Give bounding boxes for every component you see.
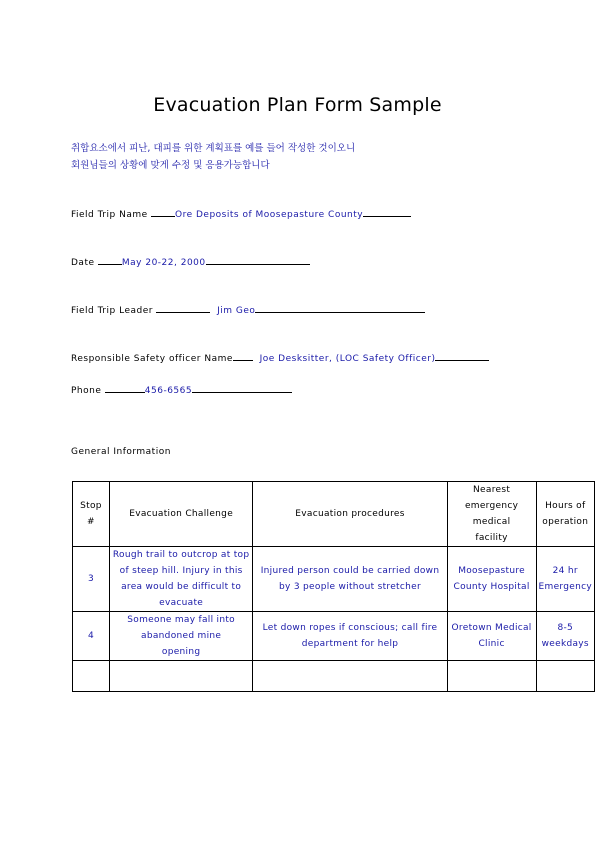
instruction-note-line-1: 취합요소에서 피난, 대피를 위한 계획표를 예를 들어 작성한 것이오니 [71, 143, 356, 154]
field-safety-officer [71, 351, 489, 364]
field-trip-leader [71, 303, 425, 316]
cell-medical-facility[interactable]: Oretown Medical Clinic [447, 612, 536, 661]
blank-line [233, 351, 253, 361]
evacuation-info-table [72, 481, 595, 692]
instruction-note-line-2: 회원님들의 상황에 맞게 수정 및 응용가능합니다 [71, 160, 270, 171]
blank-line [151, 207, 175, 217]
field-trip-leader-value[interactable]: Jim Geo [217, 306, 256, 316]
field-safety-officer-label: Responsible Safety officer Name [71, 354, 233, 364]
blank-line [435, 351, 489, 361]
table-row [73, 661, 595, 692]
blank-line [98, 255, 122, 265]
page-title: Evacuation Plan Form Sample [153, 94, 442, 116]
cell-medical-facility[interactable] [447, 661, 536, 692]
cell-hours[interactable] [536, 661, 594, 692]
field-phone-label: Phone [71, 386, 102, 396]
cell-stop[interactable]: 4 [73, 612, 110, 661]
blank-line [363, 207, 411, 217]
field-phone [71, 383, 292, 396]
field-date-value[interactable]: May 20-22, 2000 [121, 258, 206, 268]
cell-challenge[interactable]: Someone may fall into abandoned mine opening [109, 612, 252, 661]
table-row [73, 612, 595, 661]
field-safety-officer-value[interactable]: Joe Desksitter, (LOC Safety Officer) [259, 354, 436, 364]
field-date [71, 255, 310, 268]
col-header-procedures: Evacuation procedures [253, 482, 447, 547]
cell-procedures[interactable]: Let down ropes if conscious; call fire department for help [253, 612, 447, 661]
cell-challenge[interactable] [109, 661, 252, 692]
cell-medical-facility[interactable]: Moosepasture County Hospital [447, 547, 536, 612]
col-header-challenge: Evacuation Challenge [109, 482, 252, 547]
cell-hours[interactable]: 24 hr Emergency [536, 547, 594, 612]
field-trip-name-value[interactable]: Ore Deposits of Moosepasture County [175, 210, 364, 220]
cell-procedures[interactable] [253, 661, 447, 692]
col-header-stop: Stop # [73, 482, 110, 547]
col-header-hours: Hours of operation [536, 482, 594, 547]
field-trip-leader-label: Field Trip Leader [71, 306, 153, 316]
table-header-row [73, 482, 595, 547]
cell-challenge[interactable]: Rough trail to outcrop at top of steep hill. Injury in this area would be difficult to evacuate [109, 547, 252, 612]
field-date-label: Date [71, 258, 95, 268]
cell-hours[interactable]: 8-5 weekdays [536, 612, 594, 661]
cell-stop[interactable]: 3 [73, 547, 110, 612]
cell-procedures[interactable]: Injured person could be carried down by 3 people without stretcher [253, 547, 447, 612]
field-trip-name [71, 207, 411, 220]
field-phone-value[interactable]: 456-6565 [144, 386, 193, 396]
blank-line [206, 255, 310, 265]
blank-line [105, 383, 145, 393]
blank-line [156, 303, 210, 313]
col-header-medical-facility: Nearest emergency medical facility [447, 482, 536, 547]
cell-stop[interactable] [73, 661, 110, 692]
table-row [73, 547, 595, 612]
field-trip-name-label: Field Trip Name [71, 210, 148, 220]
section-heading: General Information [71, 447, 171, 457]
blank-line [192, 383, 292, 393]
blank-line [255, 303, 425, 313]
